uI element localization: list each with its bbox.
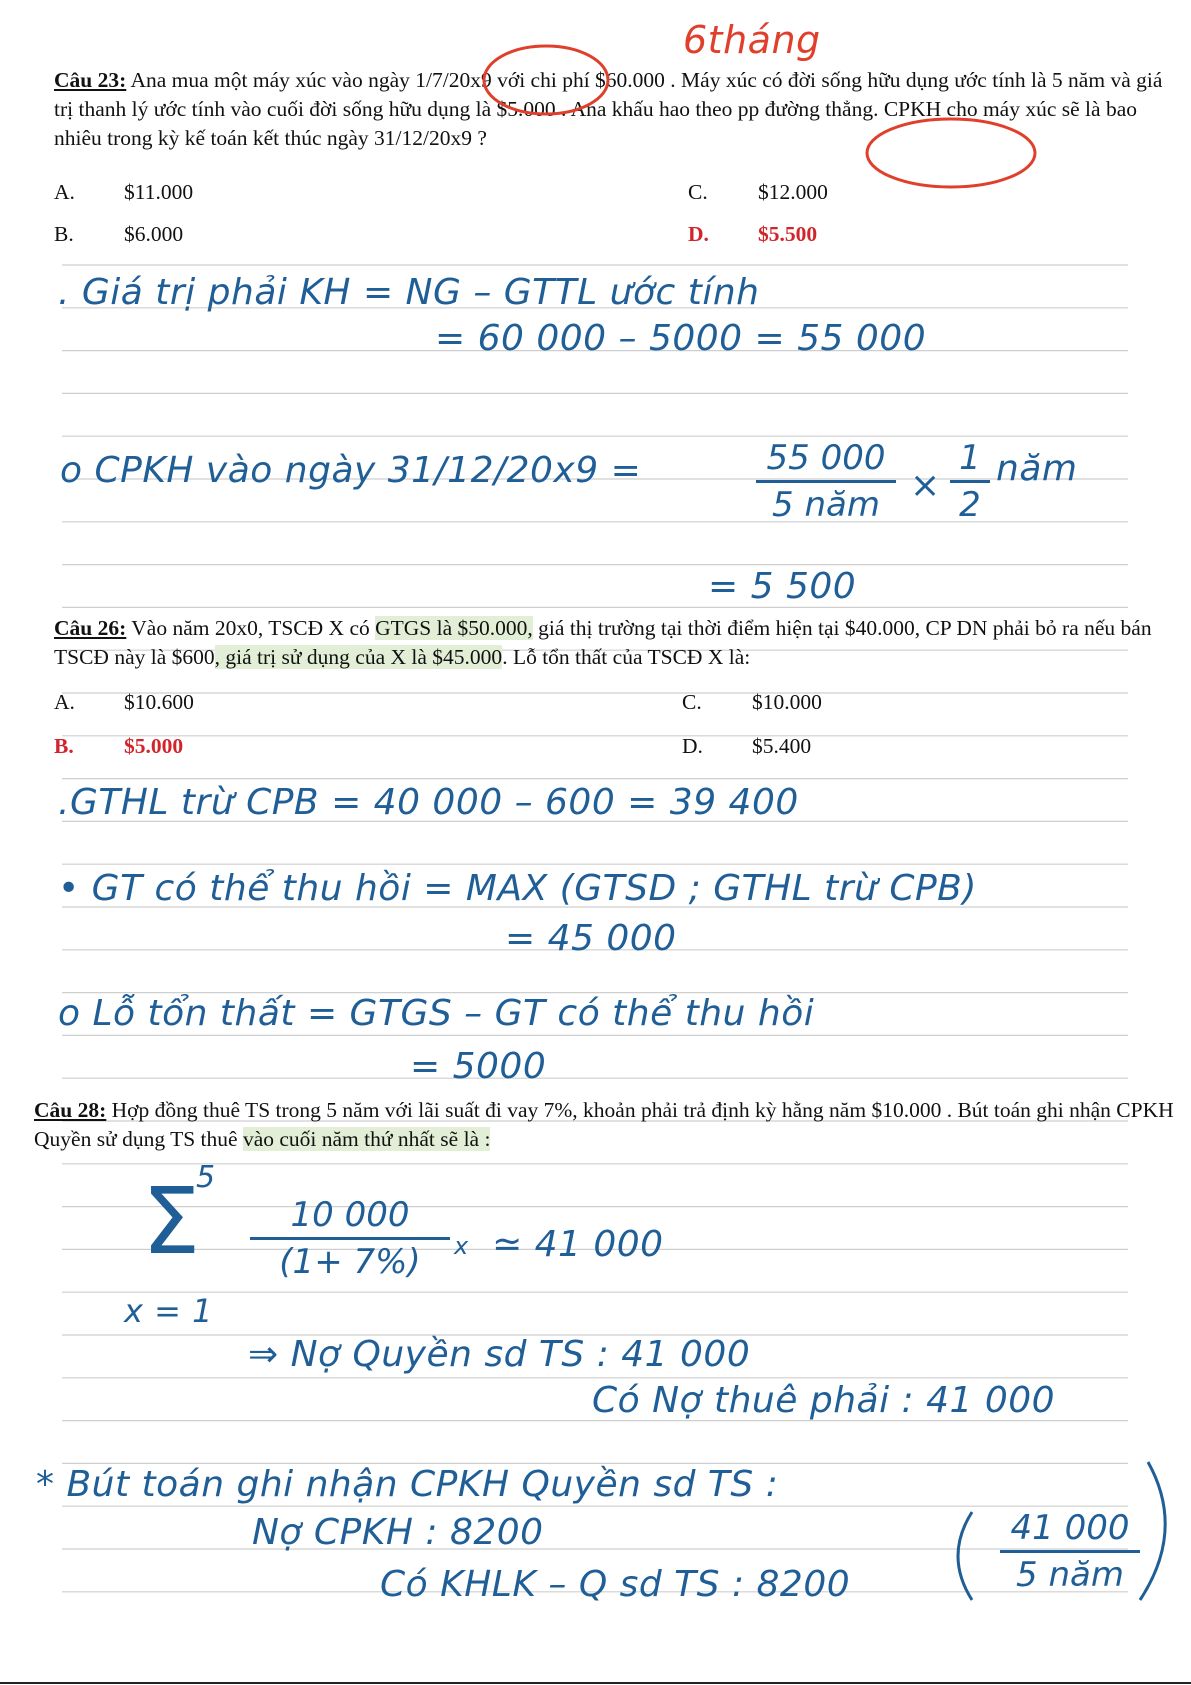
annotation-six-months: 6tháng: [683, 18, 821, 62]
q28-approx: ≃ 41 000: [492, 1224, 664, 1265]
q26-option-c: C. $10.000: [682, 690, 822, 714]
question-23: [54, 66, 1174, 153]
q26-option-b-correct: B. $5.000: [54, 734, 184, 758]
q23-work-line2: = 60 000 – 5000 = 55 000: [435, 318, 927, 359]
question-23-label: Câu 23:: [54, 68, 127, 92]
q28-work-line2: ⇒ Nợ Quyền sd TS : 41 000: [248, 1334, 751, 1375]
q28-sum-top: 5: [196, 1160, 216, 1195]
q28-sum-bottom: x = 1: [124, 1292, 213, 1330]
q28-paren-fraction: 41 000 5 năm: [1000, 1508, 1140, 1595]
question-26: Câu 26: Vào năm 20x0, TSCĐ X có GTGS là $50.000, giá thị trường tại thời điểm hiện tại $40.000, CP DN phải bỏ ra nếu bán TSCĐ này là $600, giá trị sử dụng của X là $45.000. Lỗ tổn thất của TSCĐ X là:: [54, 616, 1152, 669]
q28-work-line5: Nợ CPKH : 8200: [252, 1512, 544, 1553]
highlight-use-value: , giá trị sử dụng của X là $45.000: [214, 645, 503, 669]
right-paren-stroke: [1140, 1462, 1165, 1600]
q26-work-line5: = 5000: [410, 1046, 547, 1087]
question-28: Câu 28: Hợp đồng thuê TS trong 5 năm với lãi suất đi vay 7%, khoản phải trả định kỳ hằng năm $10.000 . Bút toán ghi nhận CPKH Quyền sử dụng TS thuê vào cuối năm thứ nhất sẽ là :: [34, 1098, 1174, 1151]
sigma-symbol: Σ: [142, 1168, 201, 1275]
q23-times-sign: ×: [910, 465, 941, 506]
left-paren-stroke: [958, 1512, 972, 1600]
q23-option-d-correct: D. $5.500: [688, 222, 818, 246]
q28-work-line4: * Bút toán ghi nhận CPKH Quyền sd TS :: [36, 1464, 779, 1505]
question-28-label: Câu 28:: [34, 1098, 107, 1122]
q23-result: = 5 500: [708, 566, 857, 607]
q23-work-line3: o CPKH vào ngày 31/12/20x9 =: [60, 450, 642, 491]
q26-option-d: D. $5.400: [682, 734, 812, 758]
q26-work-line4: o Lỗ tổn thất = GTGS – GT có thể thu hồi: [58, 993, 815, 1034]
highlight-end-of-first-year: vào cuối năm thứ nhất sẽ là :: [242, 1127, 491, 1151]
q23-fraction-half: 1 2: [950, 438, 990, 525]
q23-option-a: A. $11.000: [54, 180, 194, 204]
q28-sum-exponent: x: [454, 1232, 469, 1260]
q28-work-line3: Có Nợ thuê phải : 41 000: [592, 1380, 1056, 1421]
q28-work-line6: Có KHLK – Q sd TS : 8200: [380, 1564, 851, 1605]
question-26-label: Câu 26:: [54, 616, 127, 640]
q26-work-line1: .GTHL trừ CPB = 40 000 – 600 = 39 400: [58, 782, 799, 823]
question-23-text: Ana mua một máy xúc vào ngày 1/7/20x9 với chi phí $60.000 . Máy xúc có đời sống hữu dụng ước tính là 5 năm và giá trị thanh lý ước tính vào cuối đời sống hữu dụng là $5.000 . Ana khấu hao theo pp đường thẳng. CPKH cho máy xúc sẽ là bao nhiêu trong kỳ kế toán kết thúc ngày 31/12/20x9 ?: [54, 68, 1163, 150]
q23-unit-year: năm: [996, 448, 1078, 489]
q23-option-c: C. $12.000: [688, 180, 828, 204]
q28-sum-fraction: 10 000 (1+ 7%): [250, 1195, 450, 1282]
q23-fraction-depreciation: 55 000 5 năm: [756, 438, 896, 525]
q23-option-b: B. $6.000: [54, 222, 184, 246]
q23-work-line1: . Giá trị phải KH = NG – GTTL ước tính: [58, 272, 760, 313]
highlight-gtgs: GTGS là $50.000,: [375, 616, 533, 640]
q26-work-line3: = 45 000: [505, 918, 677, 959]
q26-work-line2: • GT có thể thu hồi = MAX (GTSD ; GTHL trừ CPB): [58, 868, 977, 909]
q26-option-a: A. $10.600: [54, 690, 194, 714]
